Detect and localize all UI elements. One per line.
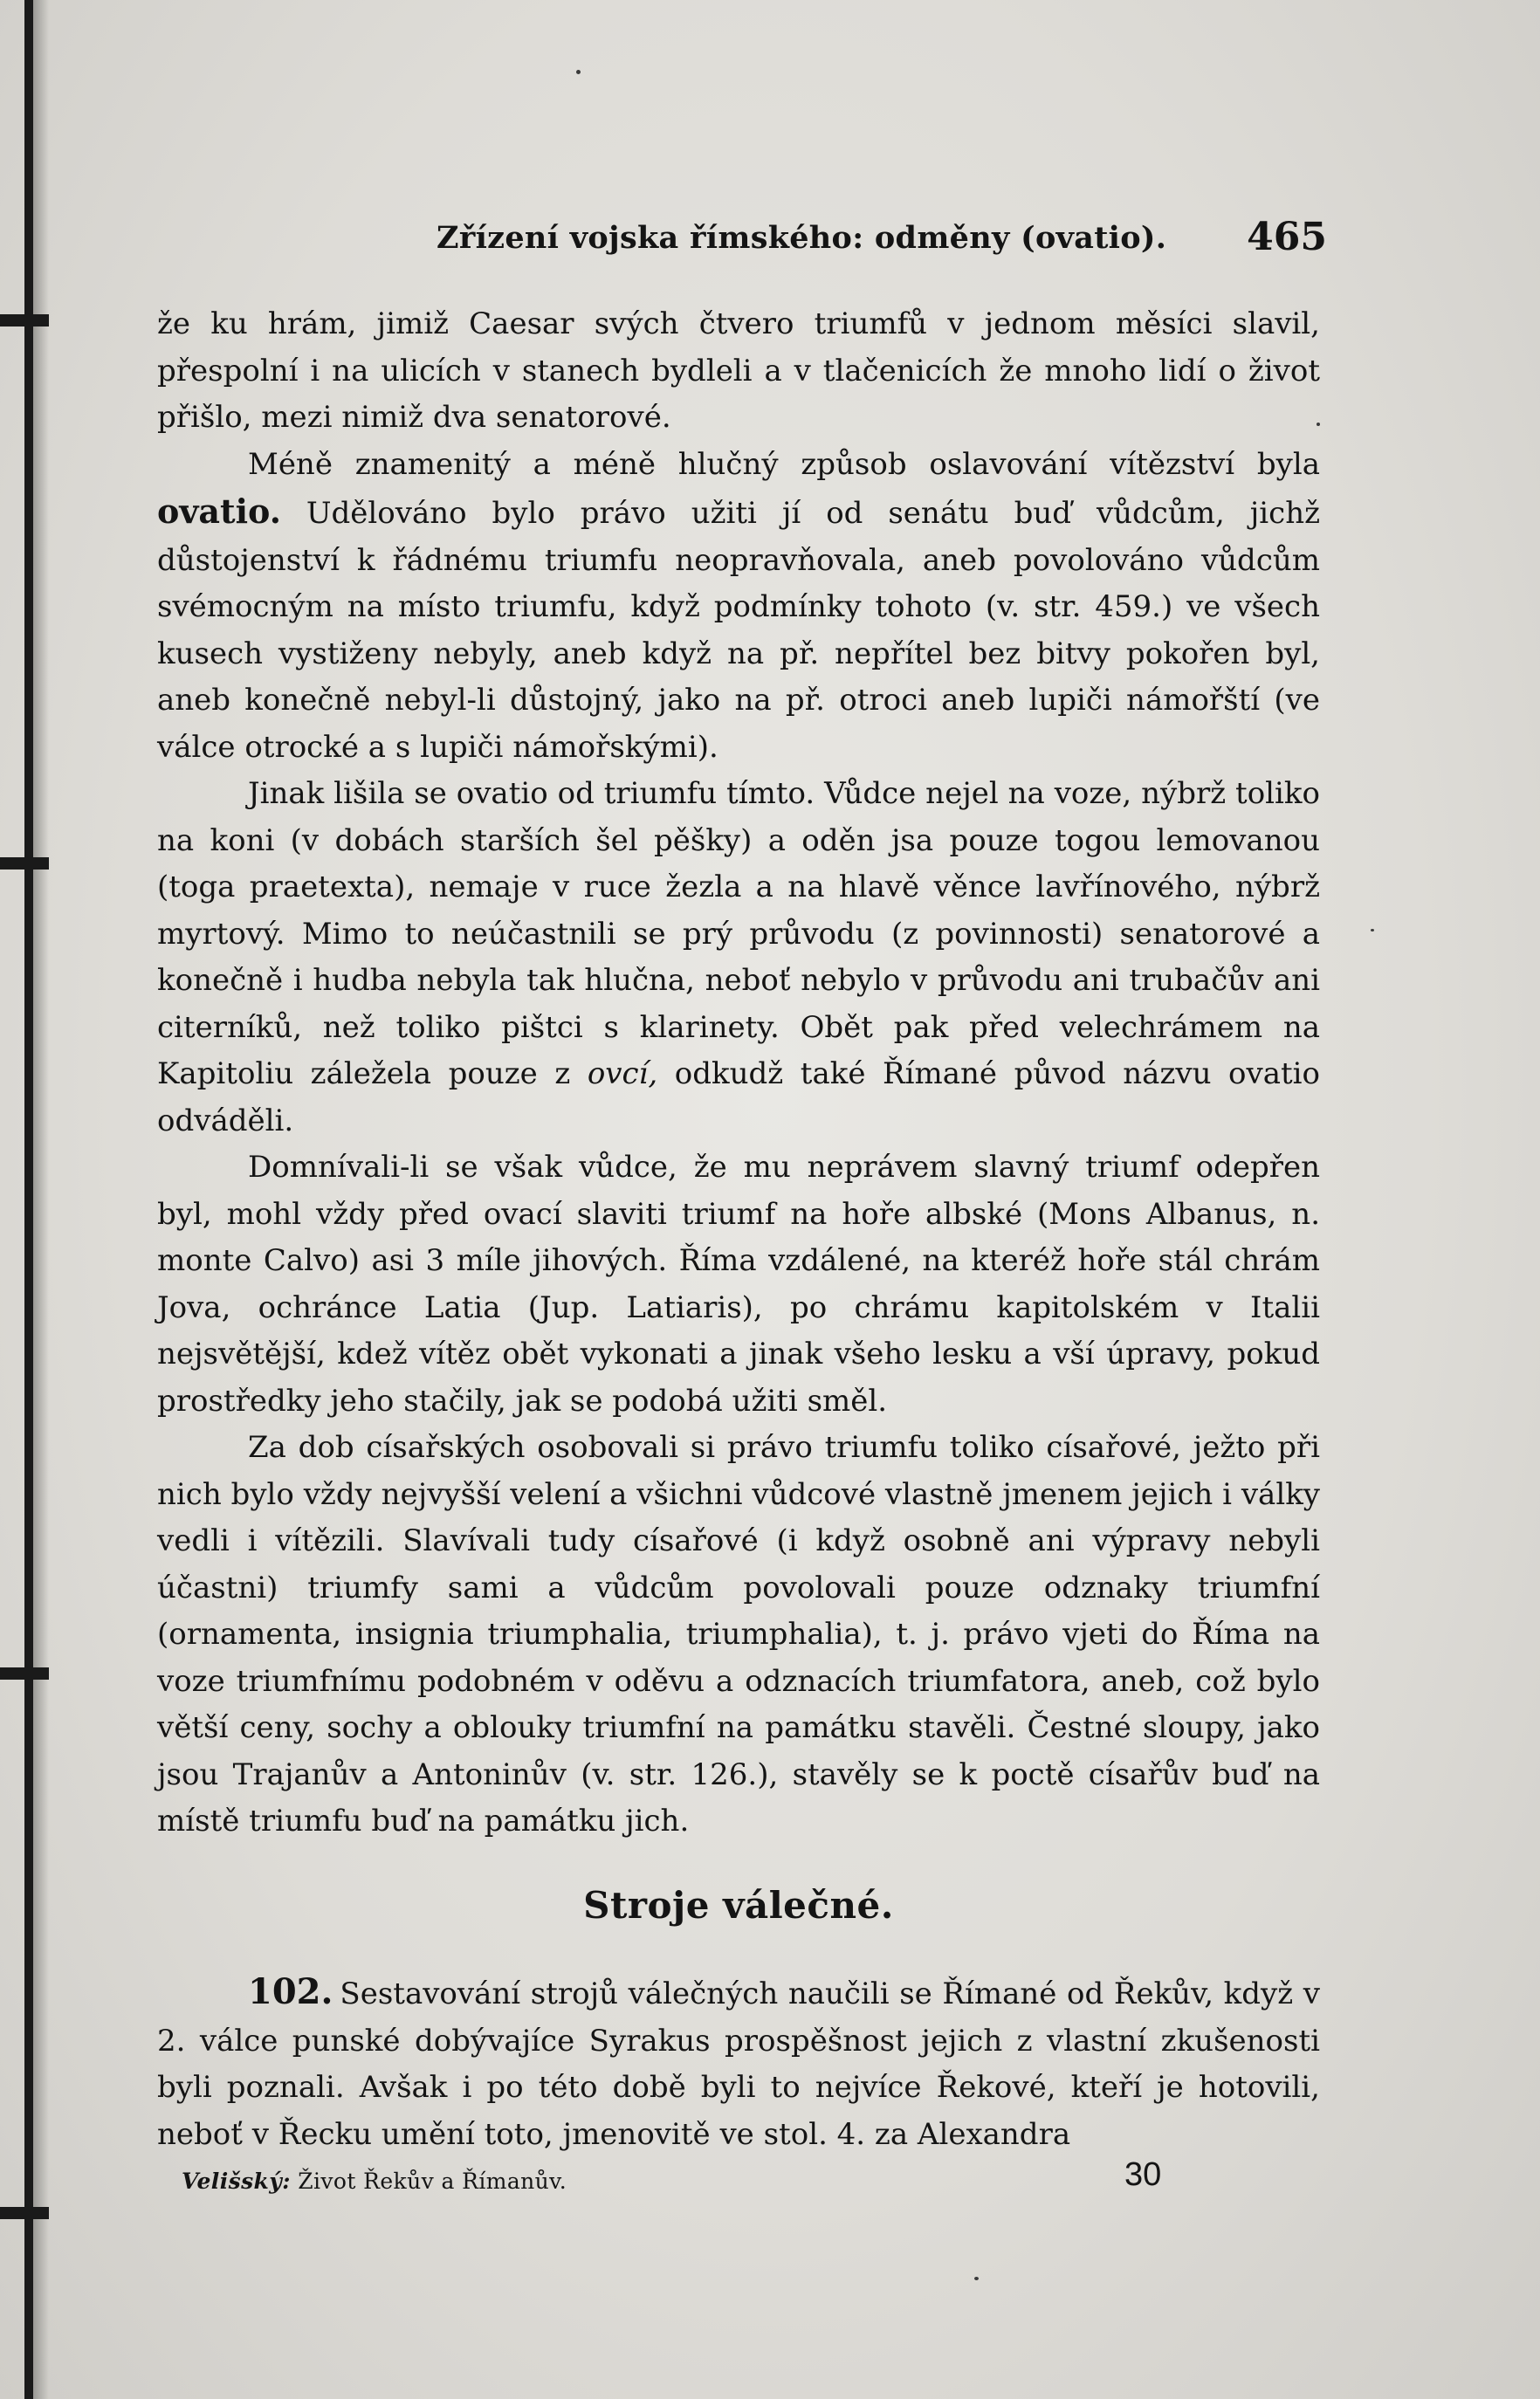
paragraph: Za dob císařských osobovali si právo triumfu toliko císařové, ježto při nich bylo vždy nejvyšší velení a všichni vůdcové vlastně jmenem jejich i války vedli i vítězili. Slavívali tudy císařové (i když osobně ani výpravy nebyli účastni) triumfy sami a vůdcům povolovali pouze odznaky triumfní (ornamenta, insignia triumphalia, triumphalia), t. j. právo vjeti do Říma na voze triumfnímu podobném v oděvu a odznacích triumfatora, aneb, což bylo větší ceny, sochy a oblouky triumfní na památku stavěli. Čestné sloupy, jako jsou Trajanův a Antoninův (v. str. 126.), stavěly se k poctě císařův buď na místě triumfu buď na památku jich. bbox=[157, 1430, 1320, 1839]
printer-signature: 30 bbox=[1124, 2156, 1162, 2193]
emphasis-word: ovcí, bbox=[587, 1056, 658, 1091]
paragraph-text: odkudž také Římané původ názvu ovatio odváděli. bbox=[157, 1056, 1320, 1138]
term-ovatio: ovatio. bbox=[157, 491, 281, 531]
paragraph-number: 102. bbox=[248, 1971, 333, 2012]
paragraph: že ku hrám, jimiž Caesar svých čtvero triumfů v jednom měsíci slavil, přespolní i na ulicích v stanech bydleli a v tlačenicích že mnoho lidí o život přišlo, mezi nimiž dva senatorové. bbox=[157, 306, 1320, 435]
numbered-paragraph bbox=[157, 1969, 1320, 2158]
print-speck bbox=[974, 2277, 979, 2280]
footer-author: Velišský: bbox=[182, 2169, 291, 2194]
section-title: Stroje válečné. bbox=[583, 1884, 894, 1927]
page-number: 465 bbox=[1247, 215, 1327, 259]
paragraph-text: Méně znamenitý a méně hlučný způsob oslavování vítězství byla bbox=[248, 446, 1320, 482]
binding-mark bbox=[0, 1667, 49, 1680]
page-header bbox=[157, 215, 1327, 272]
section-body bbox=[157, 1969, 1320, 2158]
footer-reference bbox=[182, 2169, 567, 2194]
paragraph-text: Udělováno bylo právo užiti jí od senátu buď vůdcům, jichž důstojenství k řádnému triumfu neopravňovala, aneb povolováno vůdcům svémocným na místo triumfu, když podmínky tohoto (v. str. 459.) ve všech kusech vystiženy nebyly, aneb když na př. nepřítel bez bitvy pokořen byl, aneb konečně nebyl-li důstojný, jako na př. otroci aneb lupiči námořští (ve válce otrocké a s lupiči námořskými). bbox=[157, 496, 1320, 765]
binding-shadow bbox=[33, 0, 49, 2399]
paragraph-text: Jinak lišila se ovatio od triumfu tímto. Vůdce nejel na voze, nýbrž toliko na koni (v dobách starších šel pěšky) a oděn jsa pouze togou lemovanou (toga praetexta), nemaje v ruce žezla a na hlavě věnce lavřínového, nýbrž myrtový. Mimo to neúčastnili se prý průvodu (z povinnosti) senatorové a konečně i hudba nebyla tak hlučna, neboť nebylo v průvodu ani trubačův ani citerníků, než toliko pištci s klarinety. Obět pak před velechrámem na Kapitoliu záležela pouze z bbox=[157, 776, 1320, 1091]
body-text bbox=[157, 301, 1320, 1846]
binding-edge bbox=[24, 0, 33, 2399]
paragraph-text: Sestavování strojů válečných naučili se Římané od Řekův, když v 2. válce punské dobývajíce Syrakus prospěšnost jejich z vlastní zkušenosti byli poznali. Avšak i po této době byli to nejvíce Řekové, kteří je hotovili, neboť v Řecku umění toto, jmenovitě ve stol. 4. za Alexandra bbox=[157, 1976, 1320, 2152]
print-speck bbox=[576, 70, 581, 74]
binding-mark bbox=[0, 857, 49, 870]
footer-book-title: Život Řekův a Římanův. bbox=[298, 2169, 567, 2194]
print-speck bbox=[1371, 929, 1374, 931]
paragraph: Domnívali-li se však vůdce, že mu neprávem slavný triumf odepřen byl, mohl vždy před ovací slaviti triumf na hoře albské (Mons Albanus, n. monte Calvo) asi 3 míle jihových. Říma vzdálené, na kteréž hoře stál chrám Jova, ochránce Latia (Jup. Latiaris), po chrámu kapitolském v Italii nejsvětější, kdež vítěz obět vykonati a jinak všeho lesku a vší úpravy, pokud prostředky jeho stačily, jak se podobá užiti směl. bbox=[157, 1150, 1320, 1419]
paragraph bbox=[157, 442, 1320, 772]
page-footer bbox=[157, 2156, 1320, 2200]
running-head: Zřízení vojska římského: odměny (ovatio). bbox=[437, 220, 1167, 256]
paragraph bbox=[157, 771, 1320, 1145]
binding-mark bbox=[0, 314, 49, 327]
binding-mark bbox=[0, 2207, 49, 2219]
